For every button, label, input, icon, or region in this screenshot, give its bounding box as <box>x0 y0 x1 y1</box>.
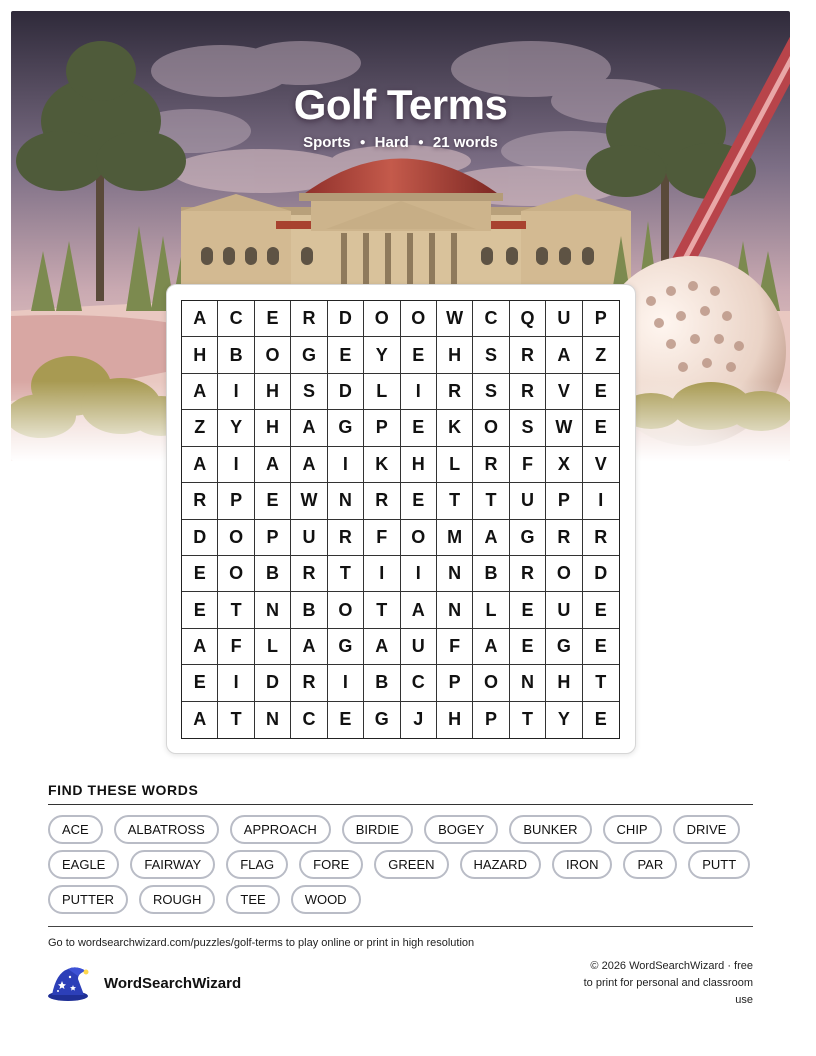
grid-cell[interactable]: O <box>473 410 509 446</box>
grid-cell[interactable]: T <box>364 592 400 628</box>
grid-cell[interactable]: E <box>510 592 546 628</box>
grid-cell[interactable]: E <box>583 374 619 410</box>
grid-cell[interactable]: C <box>473 301 509 337</box>
grid-cell[interactable]: T <box>218 702 254 738</box>
grid-cell[interactable]: R <box>182 483 218 519</box>
grid-cell[interactable]: E <box>182 665 218 701</box>
grid-cell[interactable]: T <box>583 665 619 701</box>
grid-cell[interactable]: L <box>473 592 509 628</box>
grid-cell[interactable]: N <box>255 592 291 628</box>
category-label: Sports <box>303 134 351 151</box>
word-pill: WOOD <box>291 885 361 914</box>
grid-cell[interactable]: R <box>328 520 364 556</box>
grid-cell[interactable]: H <box>401 447 437 483</box>
grid-cell[interactable]: E <box>510 629 546 665</box>
grid-cell[interactable]: V <box>546 374 582 410</box>
word-count-label: 21 words <box>432 134 498 151</box>
grid-cell[interactable]: E <box>328 337 364 373</box>
word-pill: BIRDIE <box>342 815 413 844</box>
word-pill: APPROACH <box>230 815 331 844</box>
grid-cell[interactable]: E <box>401 483 437 519</box>
wizard-hat-icon <box>46 963 92 1003</box>
grid-cell[interactable]: I <box>218 665 254 701</box>
grid-cell[interactable]: O <box>473 665 509 701</box>
grid-cell[interactable]: E <box>401 337 437 373</box>
grid-cell[interactable]: C <box>291 702 327 738</box>
grid-cell[interactable]: R <box>583 520 619 556</box>
grid-cell[interactable]: R <box>546 520 582 556</box>
grid-cell[interactable]: S <box>291 374 327 410</box>
grid-cell[interactable]: D <box>182 520 218 556</box>
grid-cell[interactable]: C <box>218 301 254 337</box>
brand <box>46 963 241 1003</box>
grid-cell[interactable]: G <box>364 702 400 738</box>
grid-cell[interactable]: A <box>182 629 218 665</box>
grid-cell[interactable]: A <box>255 447 291 483</box>
grid-cell[interactable]: Q <box>510 301 546 337</box>
grid-cell[interactable]: E <box>583 592 619 628</box>
grid-cell[interactable]: Z <box>182 410 218 446</box>
grid-cell[interactable]: D <box>328 301 364 337</box>
grid-cell[interactable]: L <box>364 374 400 410</box>
grid-cell[interactable]: E <box>255 483 291 519</box>
grid-cell[interactable]: P <box>218 483 254 519</box>
grid-cell[interactable]: R <box>510 337 546 373</box>
grid-cell[interactable]: B <box>255 556 291 592</box>
grid-cell[interactable]: U <box>401 629 437 665</box>
word-list-title: FIND THESE WORDS <box>48 782 199 798</box>
grid-cell[interactable]: A <box>182 374 218 410</box>
word-pill: DRIVE <box>673 815 741 844</box>
page-title: Golf Terms <box>293 81 508 128</box>
grid-cell[interactable]: F <box>364 520 400 556</box>
grid-cell[interactable]: E <box>182 556 218 592</box>
grid-cell[interactable]: E <box>583 410 619 446</box>
grid-cell[interactable]: C <box>401 665 437 701</box>
word-pill: ACE <box>48 815 103 844</box>
grid-cell[interactable]: D <box>255 665 291 701</box>
grid-cell[interactable]: N <box>437 556 473 592</box>
grid-cell[interactable]: G <box>328 629 364 665</box>
grid-cell[interactable]: V <box>583 447 619 483</box>
grid-cell[interactable]: W <box>437 301 473 337</box>
grid-cell[interactable]: P <box>364 410 400 446</box>
grid-cell[interactable]: I <box>218 447 254 483</box>
grid-cell[interactable]: L <box>255 629 291 665</box>
grid-cell[interactable]: T <box>437 483 473 519</box>
copyright-text: © 2026 WordSearchWizard · free to print for personal and classroom use <box>583 960 753 1006</box>
word-pill: GREEN <box>374 850 448 879</box>
grid-cell[interactable]: B <box>473 556 509 592</box>
grid-cell[interactable]: F <box>510 447 546 483</box>
grid-cell[interactable]: I <box>401 374 437 410</box>
grid-cell[interactable]: B <box>364 665 400 701</box>
grid-cell[interactable]: G <box>510 520 546 556</box>
grid-cell[interactable]: A <box>473 520 509 556</box>
grid-cell[interactable]: A <box>182 702 218 738</box>
grid-cell[interactable]: H <box>546 665 582 701</box>
grid-cell[interactable]: K <box>437 410 473 446</box>
grid-cell[interactable]: O <box>401 520 437 556</box>
grid-cell[interactable]: A <box>291 629 327 665</box>
grid-cell[interactable]: I <box>328 447 364 483</box>
grid-cell[interactable]: R <box>473 447 509 483</box>
grid-cell[interactable]: H <box>255 374 291 410</box>
grid-cell[interactable]: I <box>583 483 619 519</box>
grid-cell[interactable]: Y <box>218 410 254 446</box>
grid-cell[interactable]: B <box>218 337 254 373</box>
online-link-text[interactable]: Go to wordsearchwizard.com/puzzles/golf-terms to play online or print in high resolution <box>48 937 475 949</box>
separator-dot: ● <box>359 137 366 148</box>
word-pill: FORE <box>299 850 363 879</box>
grid-cell[interactable]: N <box>510 665 546 701</box>
grid-cell[interactable]: E <box>583 629 619 665</box>
grid-cell[interactable]: U <box>546 301 582 337</box>
grid-cell[interactable]: E <box>328 702 364 738</box>
grid-cell[interactable]: P <box>473 702 509 738</box>
grid-cell[interactable]: M <box>437 520 473 556</box>
grid-cell[interactable]: P <box>437 665 473 701</box>
grid-cell[interactable]: H <box>182 337 218 373</box>
grid-cell[interactable]: N <box>255 702 291 738</box>
word-pill: PUTTER <box>48 885 128 914</box>
grid-cell[interactable]: I <box>364 556 400 592</box>
word-pill: BUNKER <box>509 815 591 844</box>
word-pill: CHIP <box>603 815 662 844</box>
grid-cell[interactable]: I <box>401 556 437 592</box>
grid-cell[interactable]: O <box>401 301 437 337</box>
grid-cell[interactable]: Y <box>364 337 400 373</box>
grid-cell[interactable]: E <box>182 592 218 628</box>
grid-cell[interactable]: T <box>218 592 254 628</box>
grid-cell[interactable]: R <box>291 556 327 592</box>
grid-cell[interactable]: N <box>437 592 473 628</box>
grid-cell[interactable]: I <box>218 374 254 410</box>
difficulty-label: Hard <box>374 134 409 151</box>
grid-cell[interactable]: Z <box>583 337 619 373</box>
grid-cell[interactable]: E <box>401 410 437 446</box>
grid-cell[interactable]: E <box>594 709 607 730</box>
word-pill: ROUGH <box>139 885 215 914</box>
grid-cell[interactable]: K <box>364 447 400 483</box>
grid-cell[interactable]: U <box>291 520 327 556</box>
grid-cell[interactable]: P <box>255 520 291 556</box>
word-pill: FLAG <box>226 850 288 879</box>
grid-cell[interactable]: O <box>546 556 582 592</box>
grid-cell[interactable]: L <box>437 447 473 483</box>
word-pill: PAR <box>623 850 677 879</box>
grid-cell[interactable]: A <box>473 629 509 665</box>
grid-cell[interactable]: W <box>291 483 327 519</box>
grid-cell[interactable]: A <box>401 592 437 628</box>
grid-cell[interactable]: R <box>510 374 546 410</box>
grid-cell[interactable]: A <box>182 301 218 337</box>
puzzle-meta <box>11 134 790 151</box>
separator-dot: ● <box>417 137 424 148</box>
word-pill: HAZARD <box>460 850 541 879</box>
grid-cell[interactable]: U <box>510 483 546 519</box>
grid-cell[interactable]: F <box>437 629 473 665</box>
grid-cell[interactable]: T <box>473 483 509 519</box>
grid-cell[interactable]: D <box>328 374 364 410</box>
grid-cell[interactable]: O <box>328 592 364 628</box>
grid-cell[interactable]: A <box>546 337 582 373</box>
grid-cell[interactable]: X <box>546 447 582 483</box>
grid-cell[interactable]: A <box>182 447 218 483</box>
grid-cell[interactable]: H <box>437 702 473 738</box>
grid-cell[interactable]: H <box>255 410 291 446</box>
grid-cell[interactable]: S <box>510 410 546 446</box>
grid-cell[interactable]: W <box>546 410 582 446</box>
puzzle-card <box>166 284 636 754</box>
word-pill: PUTT <box>688 850 750 879</box>
grid-cell[interactable]: T <box>510 702 546 738</box>
grid-cell[interactable]: A <box>364 629 400 665</box>
grid-cell[interactable]: P <box>546 483 582 519</box>
grid-cell[interactable]: G <box>546 629 582 665</box>
grid-cell[interactable]: D <box>583 556 619 592</box>
grid-cell[interactable]: A <box>291 447 327 483</box>
grid-cell[interactable]: N <box>328 483 364 519</box>
grid-cell[interactable]: G <box>328 410 364 446</box>
grid-cell[interactable]: O <box>364 301 400 337</box>
grid-cell[interactable]: S <box>473 374 509 410</box>
grid-cell[interactable]: U <box>546 592 582 628</box>
word-list <box>48 815 753 914</box>
grid-cell[interactable]: R <box>364 483 400 519</box>
grid-cell[interactable]: O <box>218 520 254 556</box>
grid-cell[interactable]: R <box>510 556 546 592</box>
grid-cell[interactable]: B <box>291 592 327 628</box>
divider <box>48 926 753 927</box>
word-pill: TEE <box>226 885 279 914</box>
word-pill: EAGLE <box>48 850 119 879</box>
divider <box>48 804 753 805</box>
word-pill: FAIRWAY <box>130 850 215 879</box>
grid-cell[interactable]: R <box>291 301 327 337</box>
grid-cell[interactable]: G <box>291 337 327 373</box>
grid-cell[interactable]: R <box>437 374 473 410</box>
grid-cell[interactable]: P <box>583 301 619 337</box>
brand-name: WordSearchWizard <box>104 974 242 992</box>
grid-cell[interactable]: Y <box>546 702 582 738</box>
letter-grid[interactable] <box>181 300 620 739</box>
grid-cell[interactable]: R <box>291 665 327 701</box>
grid-cell[interactable]: F <box>218 629 254 665</box>
grid-cell[interactable]: I <box>328 665 364 701</box>
word-pill: BOGEY <box>424 815 498 844</box>
grid-cell[interactable]: H <box>437 337 473 373</box>
grid-cell[interactable]: O <box>255 337 291 373</box>
grid-cell[interactable]: S <box>473 337 509 373</box>
grid-cell[interactable]: E <box>255 301 291 337</box>
grid-cell[interactable]: T <box>328 556 364 592</box>
grid-cell[interactable]: O <box>218 556 254 592</box>
grid-cell[interactable]: J <box>401 702 437 738</box>
grid-cell[interactable]: A <box>291 410 327 446</box>
word-pill: ALBATROSS <box>114 815 219 844</box>
word-pill: IRON <box>552 850 613 879</box>
